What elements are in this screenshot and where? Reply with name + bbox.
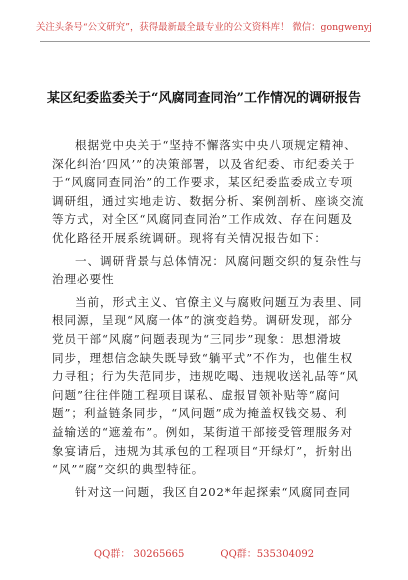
document-body	[52, 136, 365, 501]
body-line: 当前，形式主义、官僚主义与腐败问题互为表里、同	[75, 294, 363, 309]
header-divider	[40, 41, 370, 42]
body-line: “风”“腐”交织的典型特征。	[52, 462, 205, 477]
section-heading-line: 一、调研背景与总体情况：风腐问题交织的复杂性与	[75, 253, 363, 268]
footer-qq-group-2: QQ群：535304092	[220, 549, 315, 560]
body-line: 题”；利益链条同步，“风问题”成为掩盖权钱交易、利	[52, 406, 348, 421]
body-line: 于“风腐同查同治”的工作要求，某区纪委监委成立专项	[52, 175, 354, 190]
body-line: 象宴请后，违规为其承包的工程项目“开绿灯”，折射出	[52, 443, 354, 458]
body-line: 问题”往往伴随工程项目谋私、虚报冒领补贴等“腐问	[52, 387, 341, 402]
body-line: 优化路径开展系统调研。现将有关情况报告如下：	[52, 230, 327, 245]
footer-qq-group-1: QQ群： 30265665	[93, 549, 185, 560]
body-line: 同步，理想信念缺失既导致“躺平式”不作为，也催生权	[52, 350, 354, 365]
document-title: 某区纪委监委关于“风腐同查同治”工作情况的调研报告	[47, 91, 361, 106]
footer	[0, 548, 408, 562]
header-banner: 关注头条号“公文研究”，获得最新最全最专业的公文资料库！ 微信：gongwenyj	[36, 22, 372, 33]
body-line: 根据党中央关于“坚持不懈落实中央八项规定精神、	[75, 138, 357, 152]
body-line: 党员干部“风腐”问题表现为“三同步”现象：思想滑坡	[52, 331, 342, 346]
body-line: 益输送的“遮羞布”。例如，某街道干部接受管理服务对	[52, 424, 354, 439]
body-line: 等方式，对全区“风腐同查同治”工作成效、存在问题及	[52, 212, 354, 227]
body-line: 调研组，通过实地走访、数据分析、案例剖析、座谈交流	[52, 193, 365, 208]
section-heading-line: 治理必要性	[52, 272, 115, 287]
body-line: 深化纠治‘四风’”的决策部署，以及省纪委、市纪委关于	[52, 156, 356, 171]
body-line: 力寻租；行为失范同步，违规吃喝、违规收送礼品等“风	[52, 369, 359, 384]
body-line: 针对这一问题，我区自202*年起探索“风腐同查同	[75, 484, 351, 499]
body-line: 根同源，呈现“风腐一体”的演变趋势。调研发现，部分	[52, 313, 354, 328]
